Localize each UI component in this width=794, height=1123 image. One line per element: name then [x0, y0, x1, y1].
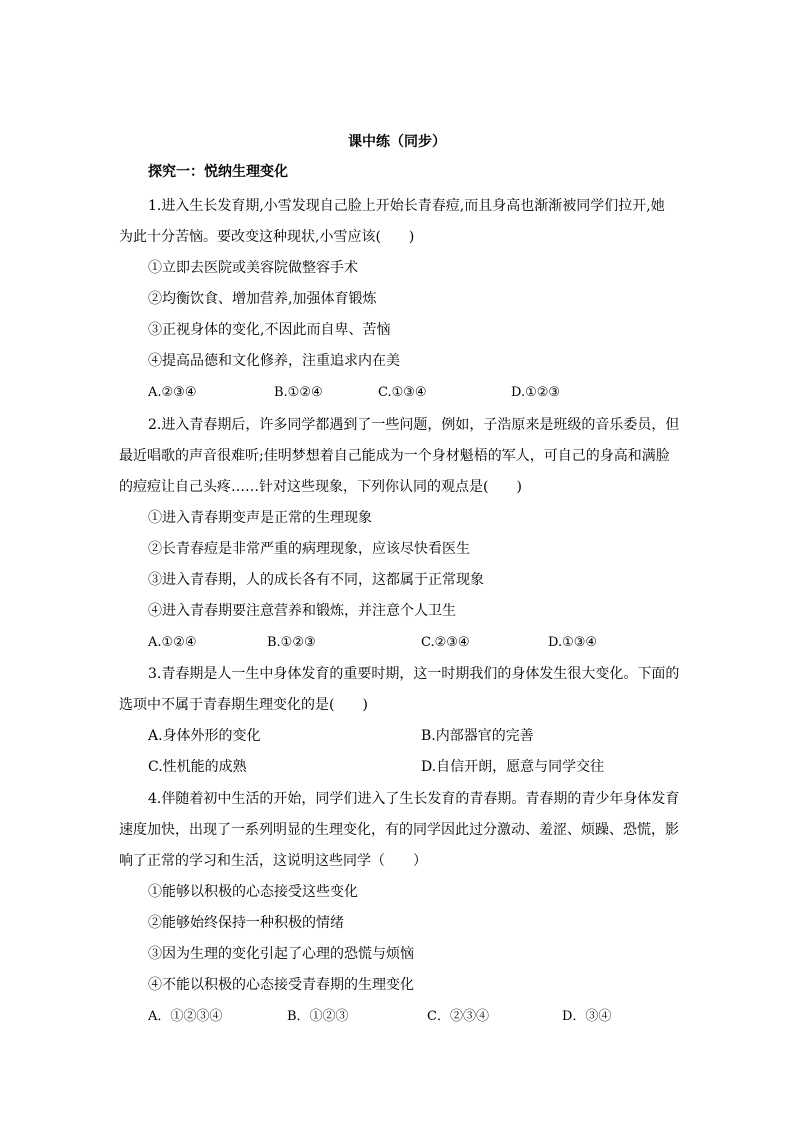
question-4-stem-line-1: 4.伴随着初中生活的开始，同学们进入了生长发育的青春期。青春期的青少年身体发育 — [148, 791, 680, 807]
question-1-item-2: ②均衡饮食、增加营养,加强体育锻炼 — [148, 291, 377, 307]
question-2-item-3: ③进入青春期，人的成长各有不同，这都属于正常现象 — [148, 572, 484, 588]
question-4-option-a: A．①②③④ — [148, 1009, 223, 1024]
question-2-item-1: ①进入青春期变声是正常的生理现象 — [148, 510, 372, 526]
question-2-option-d: D.①③④ — [548, 635, 598, 650]
document-title: 课中练（同步） — [348, 134, 446, 150]
question-3-option-b: B.内部器官的完善 — [421, 728, 534, 744]
question-2-item-2: ②长青春痘是非常严重的病理现象，应该尽快看医生 — [148, 541, 470, 557]
question-2-stem-line-1: 2.进入青春期后，许多同学都遇到了一些问题，例如，子浩原来是班级的音乐委员，但 — [148, 417, 680, 433]
question-1-stem-line-2: 为此十分苦恼。要改变这种现状,小雪应该( ) — [119, 229, 415, 245]
question-4-stem-line-2: 速度加快，出现了一系列明显的生理变化，有的同学因此过分激动、羞涩、烦躁、恐慌，影 — [119, 822, 679, 838]
question-3-option-d: D.自信开朗，愿意与同学交往 — [421, 759, 605, 775]
question-4-option-b: B．①②③ — [287, 1009, 349, 1024]
question-4-option-c: C．②③④ — [427, 1009, 489, 1024]
question-4-item-3: ③因为生理的变化引起了心理的恐慌与烦恼 — [148, 946, 414, 962]
question-4-item-2: ②能够始终保持一种积极的情绪 — [148, 915, 344, 931]
question-3-option-c: C.性机能的成熟 — [148, 759, 247, 775]
question-1-option-c: C.①③④ — [378, 385, 427, 400]
question-4-item-4: ④不能以积极的心态接受青春期的生理变化 — [148, 977, 414, 993]
question-4-option-d: D．③④ — [562, 1009, 612, 1024]
question-1-option-a: A.②③④ — [148, 385, 197, 400]
question-3-option-a: A.身体外形的变化 — [148, 728, 261, 744]
question-1-item-3: ③正视身体的变化,不因此而自卑、苦恼 — [148, 322, 391, 338]
question-1-option-b: B.①②④ — [274, 385, 323, 400]
question-2-option-c: C.②③④ — [421, 635, 470, 650]
question-2-stem-line-2: 最近唱歌的声音很难听;佳明梦想着自己能成为一个身材魁梧的军人，可自己的身高和满脸 — [119, 448, 670, 464]
question-4-stem-line-3: 响了正常的学习和生活，这说明这些同学（ ） — [119, 853, 427, 869]
question-2-option-a: A.①②④ — [148, 635, 197, 650]
question-2-stem-line-3: 的痘痘让自己头疼……针对这些现象，下列你认同的观点是( ) — [119, 479, 522, 495]
question-1-stem-line-1: 1.进入生长发育期,小雪发现自己脸上开始长青春痘,而且身高也渐渐被同学们拉开,她 — [148, 198, 665, 214]
question-1-option-d: D.①②③ — [511, 385, 561, 400]
question-4-item-1: ①能够以积极的心态接受这些变化 — [148, 884, 358, 900]
section-heading: 探究一：悦纳生理变化 — [148, 164, 288, 180]
question-3-stem-line-2: 选项中不属于青春期生理变化的是( ) — [119, 697, 368, 713]
question-2-option-b: B.①②③ — [267, 635, 316, 650]
question-1-item-4: ④提高品德和文化修养，注重追求内在美 — [148, 353, 400, 369]
question-1-item-1: ①立即去医院或美容院做整容手术 — [148, 260, 358, 276]
question-3-stem-line-1: 3.青春期是人一生中身体发育的重要时期，这一时期我们的身体发生很大变化。下面的 — [148, 666, 680, 682]
question-2-item-4: ④进入青春期要注意营养和锻炼，并注意个人卫生 — [148, 603, 456, 619]
